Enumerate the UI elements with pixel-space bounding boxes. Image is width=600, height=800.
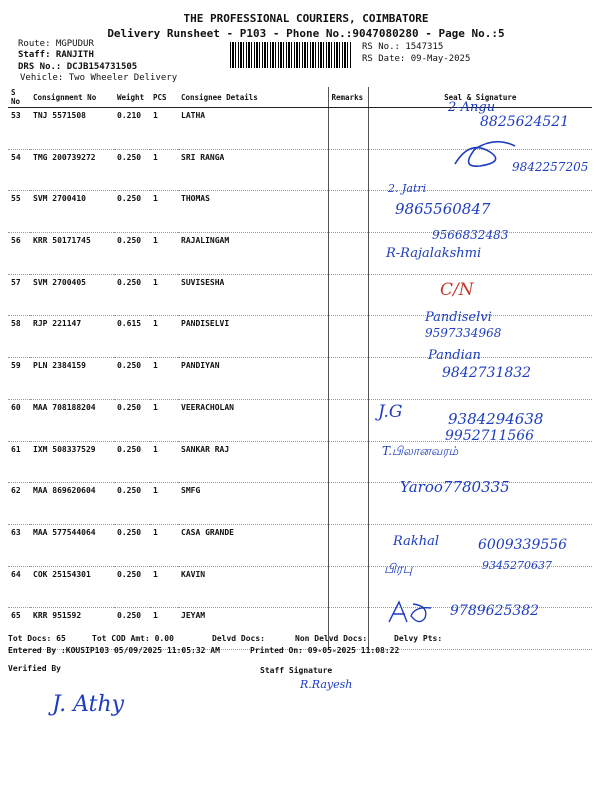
table-row — [8, 566, 592, 608]
entered-by: Entered By :KOUSIP103 05/09/2025 11:05:32 AM — [8, 646, 220, 655]
col-pcs: PCS — [150, 87, 178, 108]
staff-signature: R.Rayesh — [300, 678, 353, 691]
non-delivered-docs: Non Delvd Docs: — [295, 634, 368, 643]
col-consignee: Consignee Details — [178, 87, 328, 108]
cell-sno: 53 — [8, 108, 30, 150]
table-row — [8, 274, 592, 316]
col-sno: S No — [8, 87, 30, 108]
handwritten-phone: 9597334968 — [425, 326, 502, 340]
cell-consignment-no: SVM 2700410 — [30, 191, 114, 233]
cell-weight: 0.250 — [114, 441, 150, 483]
table-row — [8, 191, 592, 233]
cell-remarks — [328, 274, 368, 316]
cell-consignment-no: COK 25154301 — [30, 566, 114, 608]
cell-consignee: SUVISESHA — [178, 274, 328, 316]
handwritten-phone: 9842257205 — [512, 160, 589, 174]
cell-remarks — [328, 608, 368, 650]
rs-date: RS Date: 09-May-2025 — [362, 54, 471, 64]
cell-weight: 0.250 — [114, 524, 150, 566]
staff-signature-label: Staff Signature — [260, 666, 333, 675]
cell-remarks — [328, 191, 368, 233]
cell-consignee: JEYAM — [178, 608, 328, 650]
handwritten-phone: 9865560847 — [395, 200, 491, 218]
handwritten-name: Pandiselvi — [425, 310, 492, 325]
cell-remarks — [328, 399, 368, 441]
cell-remarks — [328, 233, 368, 275]
handwritten-scribble — [385, 598, 435, 628]
cell-weight: 0.250 — [114, 274, 150, 316]
handwritten-name: பிரபு — [384, 562, 413, 577]
cell-sno: 58 — [8, 316, 30, 358]
cell-consignee: SRI RANGA — [178, 149, 328, 191]
cell-consignee: PANDISELVI — [178, 316, 328, 358]
cell-consignment-no: MAA 577544064 — [30, 524, 114, 566]
total-docs: Tot Docs: 65 — [8, 634, 66, 643]
cell-pcs: 1 — [150, 358, 178, 400]
staff-label: Staff: RANJITH — [18, 50, 94, 60]
cell-pcs: 1 — [150, 608, 178, 650]
cell-sno: 64 — [8, 566, 30, 608]
table-row — [8, 441, 592, 483]
cell-consignee: SANKAR RAJ — [178, 441, 328, 483]
cell-remarks — [328, 358, 368, 400]
cell-remarks — [328, 441, 368, 483]
cell-pcs: 1 — [150, 191, 178, 233]
cell-sno: 62 — [8, 483, 30, 525]
cell-sno: 59 — [8, 358, 30, 400]
cell-consignment-no: TNJ 5571508 — [30, 108, 114, 150]
cell-consignee: THOMAS — [178, 191, 328, 233]
cancelled-note: C/N — [440, 280, 474, 300]
cell-consignment-no: MAA 708188204 — [30, 399, 114, 441]
cell-consignee: LATHA — [178, 108, 328, 150]
barcode — [230, 42, 352, 68]
handwritten-name: R-Rajalakshmi — [386, 246, 482, 261]
verifier-signature: J. Athy — [52, 692, 125, 717]
handwritten-phone: 9842731832 — [442, 365, 532, 381]
handwritten-name: 2. Jatri — [388, 182, 427, 195]
col-remarks: Remarks — [328, 87, 368, 108]
cell-weight: 0.615 — [114, 316, 150, 358]
cell-weight: 0.250 — [114, 358, 150, 400]
handwritten-phone: 6009339556 — [478, 537, 568, 553]
table-header-row — [8, 87, 592, 108]
cell-sno: 60 — [8, 399, 30, 441]
handwritten-name: T.பிலானவரம் — [382, 444, 459, 458]
cell-consignment-no: MAA 869620604 — [30, 483, 114, 525]
cell-weight: 0.250 — [114, 483, 150, 525]
cell-pcs: 1 — [150, 316, 178, 358]
col-seal-signature: Seal & Signature — [368, 87, 592, 108]
handwritten-name: Rakhal — [393, 534, 439, 549]
handwritten-phone: 9952711566 — [445, 428, 535, 444]
handwritten-phone: 9566832483 — [432, 228, 509, 242]
handwritten-phone: 8825624521 — [480, 114, 570, 130]
handwritten-scribble — [450, 134, 520, 174]
delivered-docs: Delvd Docs: — [212, 634, 265, 643]
cell-consignment-no: KRR 951592 — [30, 608, 114, 650]
cell-pcs: 1 — [150, 108, 178, 150]
cell-consignee: PANDIYAN — [178, 358, 328, 400]
cell-pcs: 1 — [150, 566, 178, 608]
cell-consignment-no: TMG 200739272 — [30, 149, 114, 191]
drs-number: DRS No.: DCJB154731505 — [18, 62, 138, 72]
cell-pcs: 1 — [150, 399, 178, 441]
delivery-points: Delvy Pts: — [394, 634, 443, 643]
cell-remarks — [328, 316, 368, 358]
cell-pcs: 1 — [150, 441, 178, 483]
handwritten-phone: 9384294638 — [448, 410, 544, 428]
cell-sno: 57 — [8, 274, 30, 316]
cell-pcs: 1 — [150, 149, 178, 191]
printed-on: Printed On: 09-05-2025 11:08:22 — [250, 646, 400, 655]
cell-consignment-no: KRR 50171745 — [30, 233, 114, 275]
cell-sno: 63 — [8, 524, 30, 566]
cell-pcs: 1 — [150, 233, 178, 275]
cell-weight: 0.250 — [114, 191, 150, 233]
route-label: Route: MGPUDUR — [18, 39, 94, 49]
cell-pcs: 1 — [150, 274, 178, 316]
col-weight: Weight — [114, 87, 150, 108]
handwritten-phone: 9789625382 — [450, 603, 540, 619]
cell-sno: 61 — [8, 441, 30, 483]
cell-consignee: RAJALINGAM — [178, 233, 328, 275]
cell-weight: 0.250 — [114, 149, 150, 191]
company-title: THE PROFESSIONAL COURIERS, COIMBATORE — [183, 12, 429, 25]
vehicle-label: Vehicle: Two Wheeler Delivery — [20, 73, 178, 83]
cell-sno: 56 — [8, 233, 30, 275]
cell-remarks — [328, 108, 368, 150]
cell-pcs: 1 — [150, 524, 178, 566]
cell-consignment-no: RJP 221147 — [30, 316, 114, 358]
cell-consignee: SMFG — [178, 483, 328, 525]
cell-sno: 54 — [8, 149, 30, 191]
verified-by-label: Verified By — [8, 664, 61, 673]
cell-weight: 0.250 — [114, 566, 150, 608]
cell-remarks — [328, 149, 368, 191]
runsheet-title: Delivery Runsheet - P103 - Phone No.:9047080280 - Page No.:5 — [107, 27, 505, 40]
cell-remarks — [328, 524, 368, 566]
cell-weight: 0.210 — [114, 108, 150, 150]
handwritten-name: Pandian — [428, 348, 481, 363]
cell-sno: 65 — [8, 608, 30, 650]
handwritten-initials: J.G — [378, 402, 403, 422]
cell-weight: 0.250 — [114, 233, 150, 275]
cell-weight: 0.250 — [114, 399, 150, 441]
handwritten-signature: Yaroo7780335 — [400, 478, 510, 496]
cell-remarks — [328, 566, 368, 608]
cell-consignment-no: PLN 2384159 — [30, 358, 114, 400]
handwritten-phone: 9345270637 — [482, 559, 552, 572]
rs-number: RS No.: 1547315 — [362, 42, 444, 52]
cell-consignment-no: IXM 508337529 — [30, 441, 114, 483]
cell-pcs: 1 — [150, 483, 178, 525]
cell-sno: 55 — [8, 191, 30, 233]
cell-remarks — [328, 483, 368, 525]
col-consignment-no: Consignment No — [30, 87, 114, 108]
cell-consignee: VEERACHOLAN — [178, 399, 328, 441]
cell-consignee: KAVIN — [178, 566, 328, 608]
cell-consignment-no: SVM 2700405 — [30, 274, 114, 316]
cell-consignee: CASA GRANDE — [178, 524, 328, 566]
table-row — [8, 316, 592, 358]
handwritten-name: 2-Angu — [448, 100, 496, 115]
total-cod-amount: Tot COD Amt: 0.00 — [92, 634, 174, 643]
cell-weight: 0.250 — [114, 608, 150, 650]
